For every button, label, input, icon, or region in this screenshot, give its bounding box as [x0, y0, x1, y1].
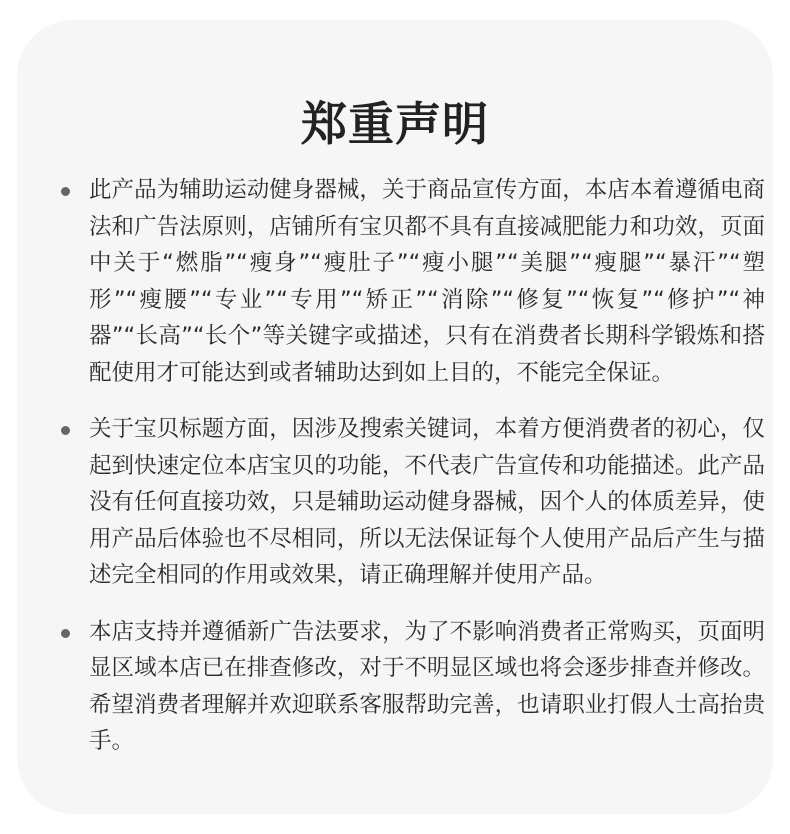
- statement-card: [17, 20, 773, 814]
- list-item: [61, 411, 765, 594]
- bullet-icon: [61, 187, 70, 196]
- bullet-icon: [61, 629, 70, 638]
- list-item: [61, 614, 765, 760]
- bullet-icon: [61, 426, 70, 435]
- page-title: 郑重声明: [301, 97, 489, 151]
- list-item: [61, 172, 765, 391]
- list-item-text: 本店支持并遵循新广告法要求，为了不影响消费者正常购买，页面明显区域本店已在排查修改，对于不明显区域也将会逐步排查并修改。希望消费者理解并欢迎联系客服帮助完善，也请职业打假人士高抬贵手。: [89, 618, 765, 754]
- statement-list: [61, 172, 765, 780]
- list-item-text: 此产品为辅助运动健身器械，关于商品宣传方面，本店本着遵循电商法和广告法原则，店铺所有宝贝都不具有直接减肥能力和功效，页面中关于“燃脂”“瘦身”“瘦肚子”“瘦小腿”“美腿”“瘦腿”“暴汗”“塑形”“瘦腰”“专业”“专用”“矫正”“消除”“修复”“恢复”“修护”“神器”“长高”“长个”等关键字或描述，只有在消费者长期科学锻炼和搭配使用才可能达到或者辅助达到如上目的，不能完全保证。: [89, 177, 765, 386]
- list-item-text: 关于宝贝标题方面，因涉及搜索关键词，本着方便消费者的初心，仅起到快速定位本店宝贝的功能，不代表广告宣传和功能描述。此产品没有任何直接功效，只是辅助运动健身器械，因个人的体质差异，使用产品后体验也不尽相同，所以无法保证每个人使用产品后产生与描述完全相同的作用或效果，请正确理解并使用产品。: [89, 416, 765, 588]
